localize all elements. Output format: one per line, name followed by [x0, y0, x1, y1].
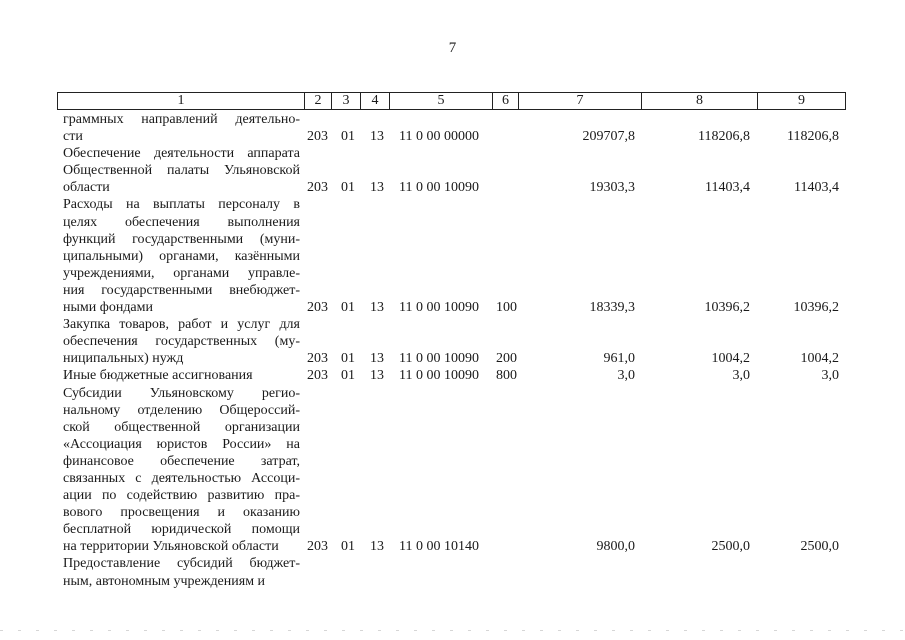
description-line: ными фондами [63, 300, 154, 316]
description-line: учреждениями, органами управле- [63, 265, 300, 281]
col-header-8: 8 [642, 93, 758, 110]
subsection-code: 13 [370, 368, 384, 384]
amount-year-3: 2500,0 [800, 539, 839, 555]
table-row [0, 196, 905, 316]
amount-year-2: 10396,2 [704, 300, 750, 316]
description-line: Расходы на выплаты персоналу в [63, 197, 300, 213]
col-header-4: 4 [361, 93, 390, 110]
section-code: 01 [341, 129, 355, 145]
col-header-6: 6 [493, 93, 519, 110]
amount-year-1: 18339,3 [589, 300, 635, 316]
admin-code: 203 [307, 539, 328, 555]
expense-type-code: 800 [496, 368, 517, 384]
description-line: Субсидии Ульяновскому регио- [63, 385, 300, 401]
col-header-7: 7 [519, 93, 642, 110]
amount-year-1: 961,0 [603, 351, 635, 367]
col-header-9: 9 [758, 93, 846, 110]
description-line: функций государственными (муни- [63, 231, 300, 247]
amount-year-1: 209707,8 [582, 129, 635, 145]
description-line: обеспечения государственных (му- [63, 334, 300, 350]
column-header-table [57, 92, 846, 110]
description-line: Закупка товаров, работ и услуг для [63, 317, 300, 333]
page-number: 7 [448, 40, 457, 56]
admin-code: 203 [307, 180, 328, 196]
description-line: финансовое обеспечение затрат, [63, 453, 300, 469]
admin-code: 203 [307, 368, 328, 384]
amount-year-2: 2500,0 [711, 539, 750, 555]
row-codes [0, 350, 905, 367]
subsection-code: 13 [370, 539, 384, 555]
col-header-1: 1 [58, 93, 305, 110]
description-line: бесплатной юридической помощи [63, 522, 300, 538]
amount-year-3: 11403,4 [794, 180, 839, 196]
description-line: ации по содействию развитию пра- [63, 488, 300, 504]
col-header-5: 5 [390, 93, 493, 110]
budget-rows [0, 111, 905, 590]
description-line: связанных с деятельностью Ассоци- [63, 470, 300, 486]
amount-year-2: 3,0 [732, 368, 750, 384]
description-line: Иные бюджетные ассигнования [63, 368, 253, 384]
target-article-code: 11 0 00 10090 [399, 368, 479, 384]
description-line: граммных направлений деятельно- [63, 112, 300, 127]
row-codes [0, 179, 905, 196]
expense-type-code: 100 [496, 300, 517, 316]
target-article-code: 11 0 00 10140 [399, 539, 479, 555]
amount-year-1: 19303,3 [589, 180, 635, 196]
column-header-row [58, 93, 846, 110]
description-line: ниципальных) нужд [63, 351, 184, 367]
row-codes [0, 538, 905, 555]
table-row [0, 555, 905, 589]
amount-year-3: 1004,2 [800, 351, 839, 367]
row-codes [0, 367, 905, 384]
section-code: 01 [341, 368, 355, 384]
description-line: ской общественной организации [63, 419, 300, 435]
description-line: на территории Ульяновской области [63, 539, 279, 555]
description-line: «Ассоциация юристов России» на [63, 436, 300, 452]
amount-year-1: 3,0 [617, 368, 635, 384]
description-line: сти [63, 129, 83, 145]
admin-code: 203 [307, 351, 328, 367]
description-line: Общественной палаты Ульяновской [63, 163, 300, 179]
amount-year-3: 3,0 [821, 368, 839, 384]
table-row [0, 385, 905, 556]
description-line: области [63, 180, 110, 196]
row-codes [0, 299, 905, 316]
description-line: ния государственными внебюджет- [63, 282, 300, 298]
amount-year-2: 118206,8 [698, 129, 750, 145]
section-code: 01 [341, 180, 355, 196]
description-line: Предоставление субсидий бюджет- [63, 556, 300, 572]
amount-year-2: 11403,4 [705, 180, 750, 196]
subsection-code: 13 [370, 180, 384, 196]
amount-year-3: 10396,2 [793, 300, 839, 316]
col-header-2: 2 [305, 93, 332, 110]
row-codes [0, 128, 905, 145]
scan-artifact-line [0, 630, 905, 631]
target-article-code: 11 0 00 00000 [399, 129, 479, 145]
table-row [0, 367, 905, 384]
subsection-code: 13 [370, 351, 384, 367]
target-article-code: 11 0 00 10090 [399, 300, 479, 316]
table-row [0, 316, 905, 367]
col-header-3: 3 [332, 93, 361, 110]
description-line: целях обеспечения выполнения [63, 214, 300, 230]
amount-year-2: 1004,2 [711, 351, 750, 367]
section-code: 01 [341, 351, 355, 367]
table-row [0, 111, 905, 145]
description-line: Обеспечение деятельности аппарата [63, 146, 300, 162]
table-row [0, 145, 905, 196]
description-line: ным, автономным учреждениям и [63, 573, 266, 589]
row-codes [0, 573, 905, 590]
target-article-code: 11 0 00 10090 [399, 351, 479, 367]
target-article-code: 11 0 00 10090 [399, 180, 479, 196]
section-code: 01 [341, 539, 355, 555]
description-line: вового просвещения и оказанию [63, 505, 300, 521]
description-line: ципальными) органами, казёнными [63, 248, 300, 264]
section-code: 01 [341, 300, 355, 316]
expense-type-code: 200 [496, 351, 517, 367]
description-line: нальному отделению Общероссий- [63, 402, 300, 418]
subsection-code: 13 [370, 129, 384, 145]
subsection-code: 13 [370, 300, 384, 316]
amount-year-3: 118206,8 [787, 129, 839, 145]
amount-year-1: 9800,0 [596, 539, 635, 555]
admin-code: 203 [307, 129, 328, 145]
row-description [63, 385, 300, 556]
admin-code: 203 [307, 300, 328, 316]
